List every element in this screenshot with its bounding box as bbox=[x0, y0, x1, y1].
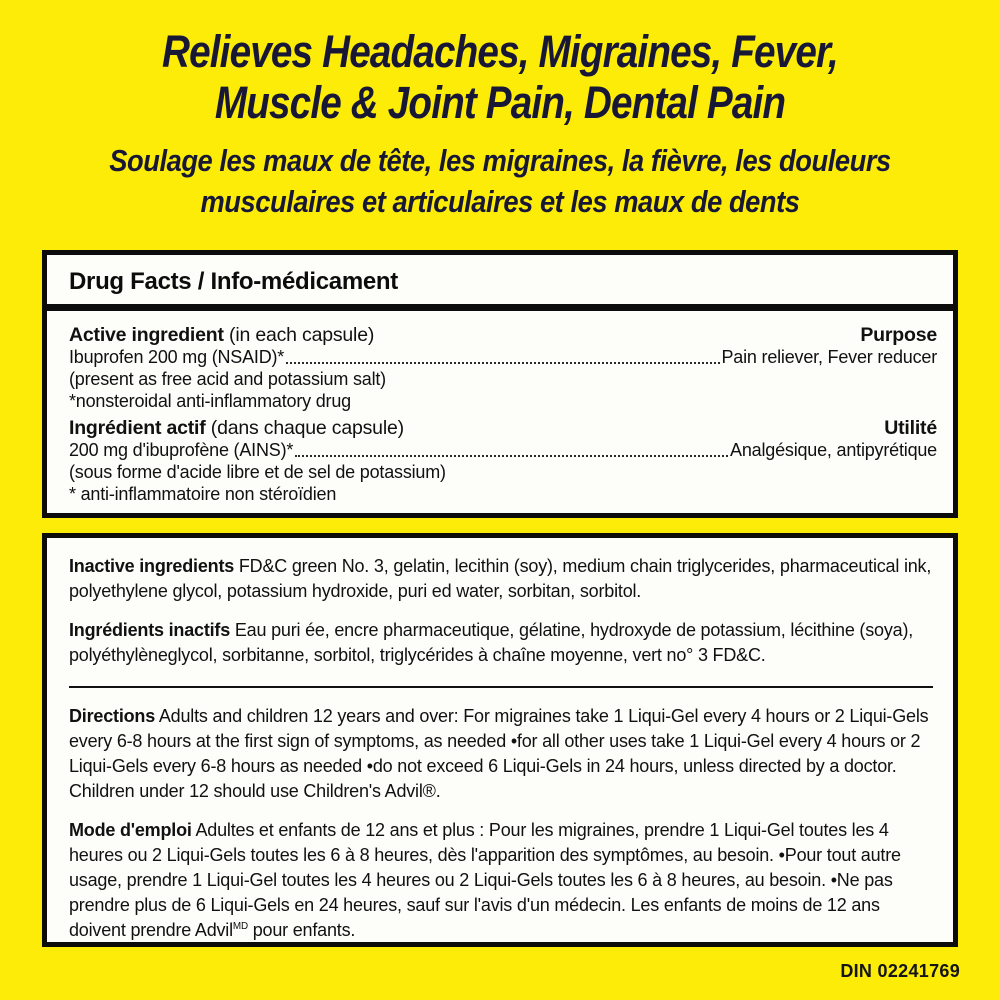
directions-en bbox=[69, 704, 933, 804]
headline-english-line1: Relieves Headaches, Migraines, Fever, bbox=[162, 26, 838, 77]
trademark-superscript: MD bbox=[232, 921, 248, 932]
headline bbox=[0, 26, 1000, 222]
directions-text-fr: Adultes et enfants de 12 ans et plus : Pour les migraines, prendre 1 Liqui-Gel toutes les 4 heures ou 2 Liqui-Gels toutes les 6 à 8 heures, dès l'apparition des symptômes, au besoin. •Pour tout autre usage, prendre 1 Liqui-Gel toutes les 4 heures ou 2 Liqui-Gels toutes les 6 à 8 heures, au besoin. •Ne pas prendre plus de 6 Liqui-Gels en 24 heures, sauf sur l'avis d'un médecin. Les enfants de moins de 12 ans doivent prendre Advil bbox=[69, 820, 901, 940]
ingredient-name-en: Ibuprofen 200 mg (NSAID)* bbox=[69, 347, 285, 367]
drug-facts-box bbox=[42, 250, 958, 518]
directions-label-fr: Mode d'emploi bbox=[69, 820, 192, 840]
inactive-ingredients-text-en: FD&C green No. 3, gelatin, lecithin (soy), medium chain triglycerides, pharmaceutical ink, polyethylene glycol, potassium hydroxide, puri ed water, sorbitan, sorbitol. bbox=[69, 556, 932, 601]
din-number: DIN 02241769 bbox=[840, 961, 960, 981]
directions-fr bbox=[69, 818, 933, 943]
purpose-value-en: Pain reliever, Fever reducer bbox=[721, 347, 937, 367]
ingredient-leader-row-fr bbox=[69, 439, 937, 461]
headline-english bbox=[70, 26, 930, 128]
thick-divider bbox=[47, 304, 953, 311]
dotted-leader bbox=[295, 455, 728, 457]
active-ingredient-label-fr: Ingrédient actif bbox=[69, 417, 206, 439]
active-ingredient-row-fr bbox=[69, 417, 937, 439]
ingredient-name-fr: 200 mg d'ibuprofène (AINS)* bbox=[69, 440, 294, 460]
active-ingredient-suffix-fr: (dans chaque capsule) bbox=[205, 417, 404, 439]
inactive-ingredients-label-en: Inactive ingredients bbox=[69, 556, 235, 576]
inactive-ingredients-en bbox=[69, 554, 933, 604]
inactive-ingredients-text-fr: Eau puri ée, encre pharmaceutique, gélatine, hydroxyde de potassium, lécithine (soya), polyéthylèneglycol, sorbitanne, sorbitol, triglycérides à chaîne moyenne, vert no° 3 FD&C. bbox=[69, 620, 914, 665]
active-ingredient-label-en: Active ingredient bbox=[69, 324, 224, 346]
active-ingredient-heading-fr bbox=[69, 417, 404, 439]
drug-facts-title: Drug Facts / Info-médicament bbox=[69, 268, 398, 295]
headline-french bbox=[60, 140, 940, 222]
dotted-leader bbox=[286, 362, 719, 364]
ingredient-leader-row-en bbox=[69, 346, 937, 368]
active-ingredient-row-en bbox=[69, 324, 937, 346]
drug-facts-content bbox=[47, 311, 953, 513]
ingredients-directions-box bbox=[42, 533, 958, 947]
directions-text-en: Adults and children 12 years and over: For migraines take 1 Liqui-Gel every 4 hours or 2 Liqui-Gels every 6-8 hours at the first sign of symptoms, as needed •for all other uses take 1 Liqui-Gel every 4 hours or 2 Liqui-Gels every 6-8 hours as needed •do not exceed 6 Liqui-Gels in 24 hours, unless directed by a doctor. Children under 12 should use Children's Advil®. bbox=[69, 706, 929, 801]
active-ingredient-suffix-en: (in each capsule) bbox=[223, 324, 375, 346]
headline-french-line1: Soulage les maux de tête, les migraines, la fièvre, les douleurs bbox=[109, 143, 891, 178]
ingredient-note1-fr: (sous forme d'acide libre et de sel de potassium) bbox=[69, 462, 446, 482]
directions-text-end-fr: pour enfants. bbox=[247, 920, 356, 940]
purpose-heading-en: Purpose bbox=[860, 324, 937, 346]
headline-french-line2: musculaires et articulaires et les maux de dents bbox=[200, 184, 800, 219]
thin-divider bbox=[69, 686, 933, 688]
inactive-ingredients-label-fr: Ingrédients inactifs bbox=[69, 620, 231, 640]
purpose-heading-fr: Utilité bbox=[884, 417, 937, 439]
ingredient-note1-en: (present as free acid and potassium salt) bbox=[69, 369, 386, 389]
headline-english-line2: Muscle & Joint Pain, Dental Pain bbox=[214, 77, 786, 128]
directions-label-en: Directions bbox=[69, 706, 156, 726]
active-ingredient-heading-en bbox=[69, 324, 374, 346]
ingredient-note2-en: *nonsteroidal anti-inflammatory drug bbox=[69, 391, 351, 411]
purpose-value-fr: Analgésique, antipyrétique bbox=[730, 440, 937, 460]
ingredient-note2-fr: * anti-inflammatoire non stéroïdien bbox=[69, 484, 337, 504]
inactive-ingredients-fr bbox=[69, 618, 933, 668]
